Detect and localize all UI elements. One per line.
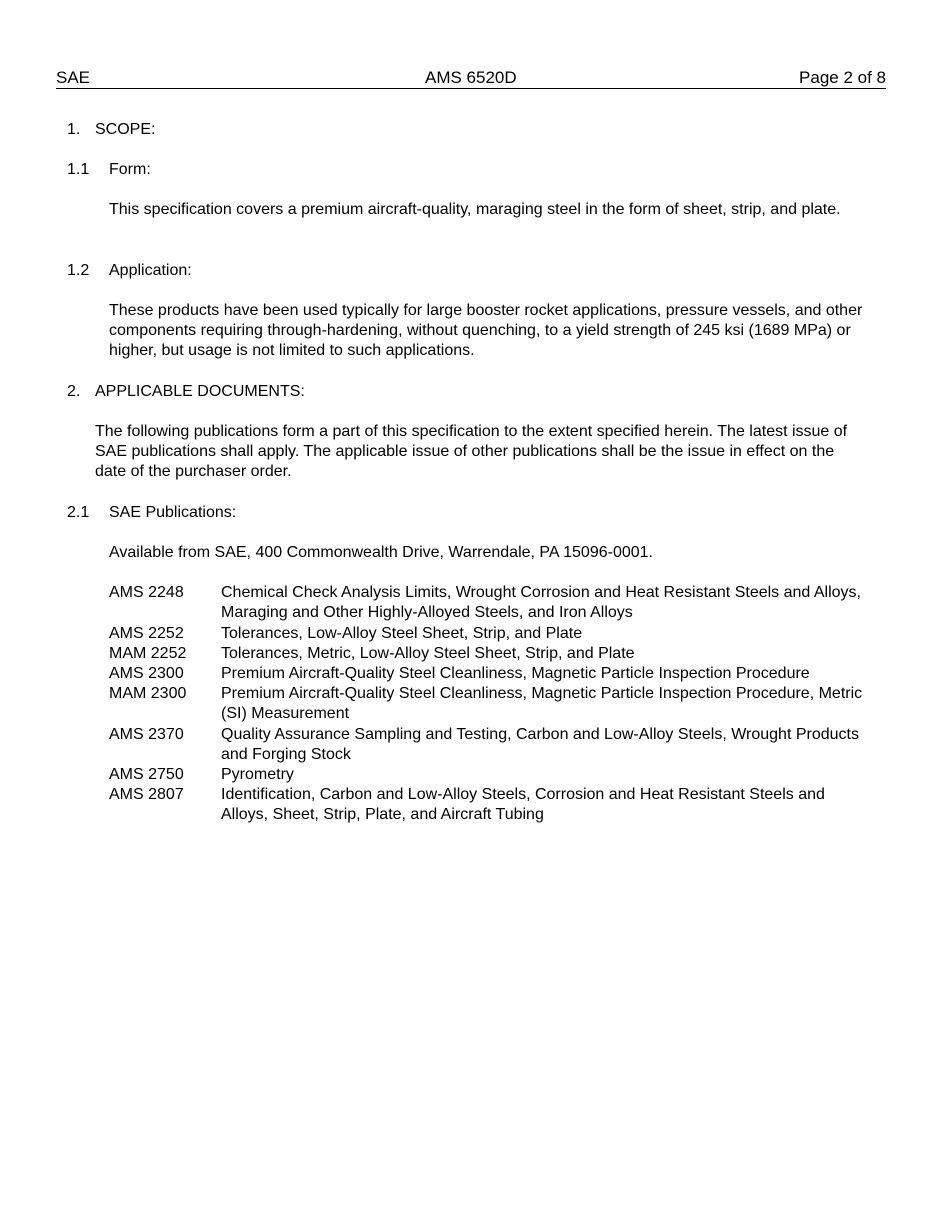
header-doc-number: AMS 6520D xyxy=(425,68,517,87)
reference-code: AMS 2252 xyxy=(109,625,184,642)
reference-title: Premium Aircraft-Quality Steel Cleanliness, Magnetic Particle Inspection Procedure xyxy=(221,665,810,682)
section-title: Application: xyxy=(109,262,192,279)
reference-code: AMS 2248 xyxy=(109,584,184,601)
reference-code: AMS 2750 xyxy=(109,766,184,783)
section-number: 1. xyxy=(67,121,81,138)
header-org: SAE xyxy=(56,68,91,87)
section-number: 2.1 xyxy=(67,504,90,521)
reference-title: Pyrometry xyxy=(221,766,294,783)
header-page-number: Page 2 of 8 xyxy=(799,68,886,87)
section-body: This specification covers a premium aircraft-quality, maraging steel in the form of sheet, strip, and plate. xyxy=(109,201,841,218)
section-number: 1.2 xyxy=(67,262,90,279)
section-number: 1.1 xyxy=(67,161,90,178)
reference-code: MAM 2300 xyxy=(109,685,187,702)
section-body: These products have been used typically for large booster rocket applications, pressure vessels, and other components requiring through-hardening, without quenching, to a yield strength of 245 ksi (1689 MPa) or higher, but usage is not limited to such applications. xyxy=(109,302,863,359)
section-number: 2. xyxy=(67,383,81,400)
section-title: APPLICABLE DOCUMENTS: xyxy=(95,383,305,400)
page-header xyxy=(56,68,886,89)
section-body: Available from SAE, 400 Commonwealth Drive, Warrendale, PA 15096-0001. xyxy=(109,544,653,561)
reference-code: AMS 2300 xyxy=(109,665,184,682)
reference-title: Identification, Carbon and Low-Alloy Steels, Corrosion and Heat Resistant Steels and Alloys, Sheet, Strip, Plate, and Aircraft Tubing xyxy=(221,786,825,823)
section-title: SCOPE: xyxy=(95,121,156,138)
section-title: SAE Publications: xyxy=(109,504,237,521)
reference-title: Chemical Check Analysis Limits, Wrought Corrosion and Heat Resistant Steels and Alloys, Maraging and Other Highly-Alloyed Steels, and Iron Alloys xyxy=(221,584,861,621)
reference-code: AMS 2807 xyxy=(109,786,184,803)
reference-title: Tolerances, Low-Alloy Steel Sheet, Strip, and Plate xyxy=(221,625,583,642)
reference-title: Tolerances, Metric, Low-Alloy Steel Sheet, Strip, and Plate xyxy=(221,645,635,662)
section-body: The following publications form a part of this specification to the extent specified herein. The latest issue of SAE publications shall apply. The applicable issue of other publications shall be the issue in effect on the date of the purchaser order. xyxy=(95,423,848,480)
reference-title: Premium Aircraft-Quality Steel Cleanliness, Magnetic Particle Inspection Procedure, Metric (SI) Measurement xyxy=(221,685,863,722)
reference-code: MAM 2252 xyxy=(109,645,187,662)
reference-title: Quality Assurance Sampling and Testing, Carbon and Low-Alloy Steels, Wrought Products and Forging Stock xyxy=(221,726,859,763)
section-title: Form: xyxy=(109,161,151,178)
reference-code: AMS 2370 xyxy=(109,726,184,743)
